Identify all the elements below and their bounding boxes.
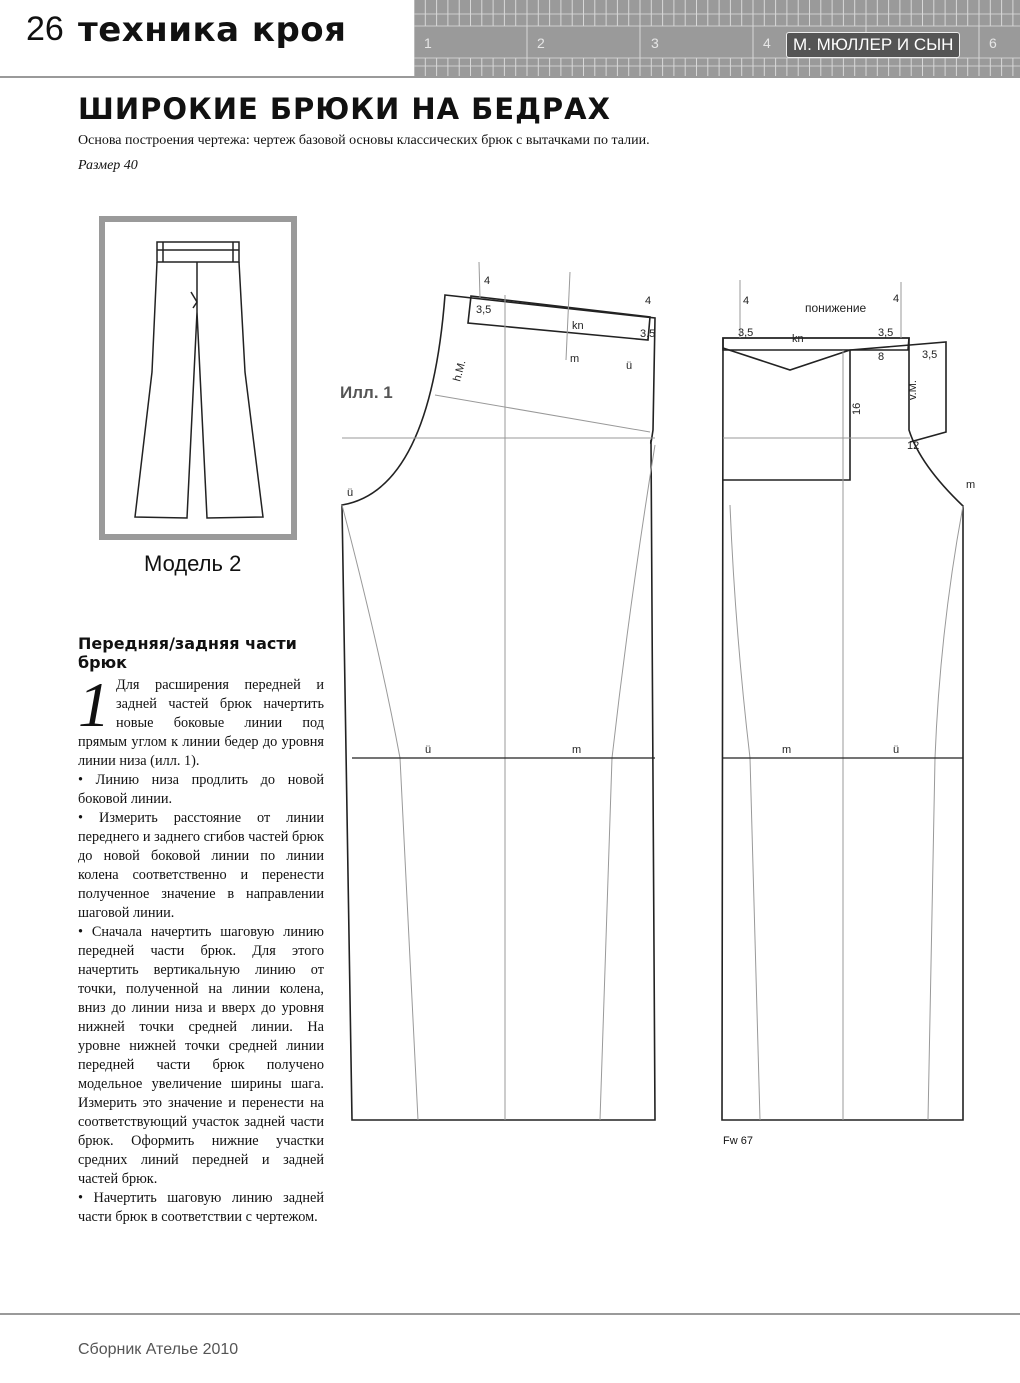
instruction-paragraph: • Сначала начертить шаговую линию передней части брюк. Для этого начертить вертикальную линию от точки, полученной на линии колена, вниз до линии низа и вверх до уровня нижней точки средней линии. На уровне нижней точки средней линии передней части брюк получено модельное увеличение ширины шага. Измерить это значение и перенести на соответствующий участок задней части брюк. Оформить нижние участки средних линий передней и задней частей брюк. bbox=[78, 924, 324, 1187]
instructions-body bbox=[78, 669, 324, 1227]
footer-divider bbox=[0, 1313, 1020, 1315]
model-caption: Модель 2 bbox=[144, 551, 242, 576]
page-header bbox=[0, 0, 1020, 78]
label-front-hm: h.M. bbox=[451, 358, 469, 383]
label-back-3-5-left: 3,5 bbox=[738, 327, 754, 339]
page-number: 26 bbox=[26, 10, 64, 48]
ruler-number-6: 6 bbox=[989, 35, 997, 51]
article-title: ШИРОКИЕ БРЮКИ НА БЕДРАХ bbox=[78, 92, 611, 126]
label-front-kn: kn bbox=[572, 320, 584, 332]
pattern-drawing bbox=[330, 250, 980, 1150]
ruler-number-4: 4 bbox=[763, 35, 771, 51]
instruction-paragraph: • Начертить шаговую линию задней части брюк в соответствии с чертежом. bbox=[78, 1190, 324, 1225]
instruction-paragraph: Для расширения передней и задней частей брюк начертить новые боковые линии под прямым углом к линии бедер до уровня линии низа (илл. 1). bbox=[78, 677, 324, 769]
label-back-4-left: 4 bbox=[743, 295, 750, 307]
ruler-number-1: 1 bbox=[424, 35, 432, 51]
label-front-knee-m: m bbox=[572, 744, 582, 756]
section-title: техника кроя bbox=[78, 10, 347, 50]
pattern-code: Fw 67 bbox=[723, 1135, 753, 1147]
label-back-8: 8 bbox=[878, 351, 885, 363]
label-back-4-right: 4 bbox=[893, 293, 900, 305]
label-front-u-side: ü bbox=[347, 487, 354, 499]
ruler-number-3: 3 bbox=[651, 35, 659, 51]
label-back-16: 16 bbox=[851, 402, 863, 415]
instructions-column bbox=[78, 634, 324, 1227]
label-front-3-5-right: 3,5 bbox=[640, 328, 656, 340]
label-front-u-top: ü bbox=[626, 360, 633, 372]
header-divider bbox=[0, 76, 1020, 78]
brand-badge: М. МЮЛЛЕР И СЫН bbox=[786, 32, 960, 58]
size-note: Размер 40 bbox=[78, 158, 138, 173]
instruction-paragraph: • Линию низа продлить до новой боковой линии. bbox=[78, 772, 324, 807]
label-back-3-5-right: 3,5 bbox=[878, 327, 894, 339]
label-back-knee-u: ü bbox=[893, 744, 900, 756]
label-back-3-5-yoke: 3,5 bbox=[922, 349, 938, 361]
model-sketch-frame bbox=[99, 216, 297, 540]
dropcap-number: 1 bbox=[78, 669, 110, 740]
label-back-kn: kn bbox=[792, 333, 804, 345]
instructions-heading: Передняя/задняя части брюк bbox=[78, 634, 297, 672]
article-subtitle: Основа построения чертежа: чертеж базовой основы классических брюк с вытачками по талии. bbox=[78, 133, 650, 148]
label-back-lowering: понижение bbox=[805, 301, 867, 315]
label-front-4-right: 4 bbox=[645, 295, 652, 307]
label-front-knee-u: ü bbox=[425, 744, 432, 756]
label-front-4-left: 4 bbox=[484, 275, 491, 287]
ruler-number-2: 2 bbox=[537, 35, 545, 51]
footer-text: Сборник Ателье 2010 bbox=[78, 1341, 239, 1358]
label-front-m: m bbox=[570, 353, 580, 365]
label-back-m-side: m bbox=[966, 479, 976, 491]
trousers-sketch-icon bbox=[105, 222, 291, 534]
label-back-vm: v.M. bbox=[907, 380, 919, 400]
label-back-knee-m: m bbox=[782, 744, 792, 756]
instruction-paragraph: • Измерить расстояние от линии переднего и заднего сгибов частей брюк до новой боковой линии по линии колена соответственно и перенести полученное значение в направлении шаговой линии. bbox=[78, 810, 324, 921]
figure-label: Илл. 1 bbox=[340, 383, 393, 402]
label-front-3-5-left: 3,5 bbox=[476, 304, 492, 316]
label-back-12: 12 bbox=[907, 440, 920, 452]
